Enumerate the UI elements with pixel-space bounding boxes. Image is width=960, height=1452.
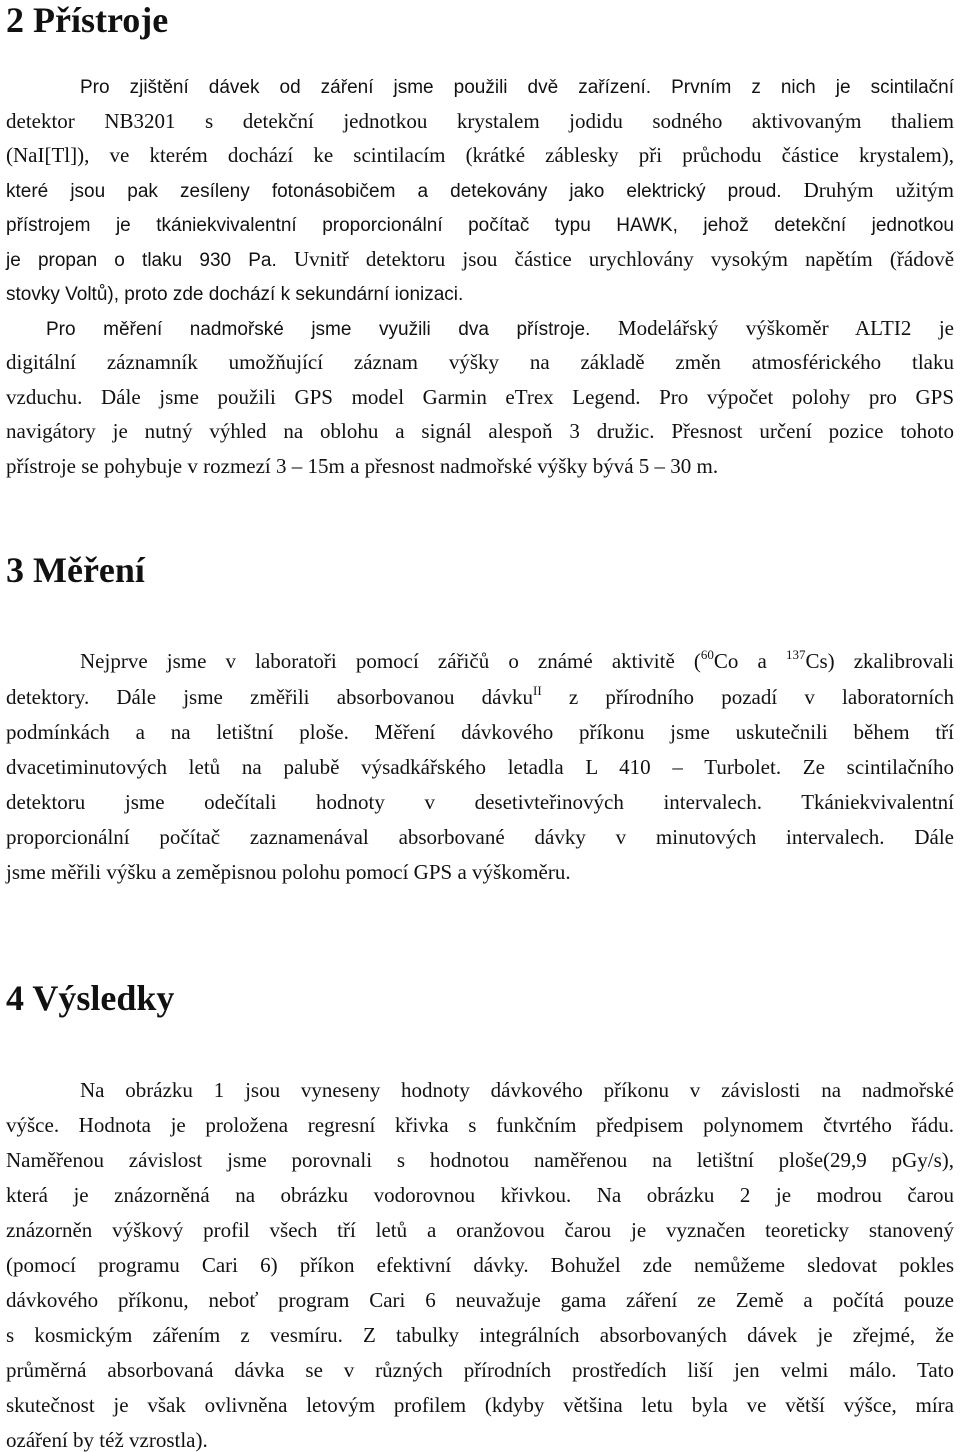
paragraph-line: znázorněn výškový profil všech tří letů a oranžovou čarou je vyznačen teoreticky stanovený	[6, 1218, 954, 1242]
paragraph-line: s kosmickým zářením z vesmíru. Z tabulky integrálních absorbovaných dávek je zřejmé, že	[6, 1323, 954, 1347]
paragraph-line: dávkového příkonu, neboť program Cari 6 neuvažuje gama záření ze Země a počítá pouze	[6, 1288, 954, 1312]
paragraph-line: Nejprve jsme v laboratoři pomocí zářičů o známé aktivitě ($^{60}$Co a $^{137}$Cs) zkalibrovali	[80, 647, 955, 673]
paragraph-line: ozáření by též vzrostla).	[6, 1428, 208, 1452]
paragraph-line: detektor NB3201 s detekční jednotkou krystalem jodidu sodného aktivovaným thaliem	[6, 109, 954, 133]
paragraph-line: detektoru jsme odečítali hodnoty v desetivteřinových intervalech. Tkániekvivalentní	[6, 790, 954, 814]
paragraph-line: průměrná absorbovaná dávka se v různých přírodních prostředích liší jen velmi málo. Tato	[6, 1358, 954, 1382]
paragraph-line: stovky Voltů), proto zde dochází k sekundární ionizaci.	[6, 284, 464, 305]
paragraph-line: proporcionální počítač zaznamenával absorbované dávky v minutových intervalech. Dále	[6, 825, 954, 849]
section-heading-2: 2 Přístroje	[6, 0, 169, 40]
paragraph-line: dvacetiminutových letů na palubě výsadkářského letadla L 410 – Turbolet. Ze scintilačního	[6, 755, 954, 779]
section-heading-4: 4 Výsledky	[6, 978, 175, 1018]
paragraph-line: jsme měřili výšku a zeměpisnou polohu pomocí GPS a výškoměru.	[6, 860, 571, 884]
paragraph-line: výšce. Hodnota je proložena regresní křivka s funkčním předpisem polynomem čtvrtého řádu.	[6, 1113, 954, 1137]
paragraph-line: digitální záznamník umožňující záznam výšky na základě změn atmosférického tlaku	[6, 350, 954, 374]
paragraph-line: je propan o tlaku 930 Pa. Uvnitř detektoru jsou částice urychlovány vysokým napětím (řádově	[6, 247, 955, 271]
paragraph-line: která je znázorněná na obrázku vodorovnou křivkou. Na obrázku 2 je modrou čarou	[6, 1183, 954, 1207]
paragraph-line: Pro měření nadmořské jsme využili dva přístroje. Modelářský výškoměr ALTI2 je	[46, 316, 955, 340]
paragraph-line: (pomocí programu Cari 6) příkon efektivní dávky. Bohužel zde nemůžeme sledovat pokles	[6, 1253, 954, 1277]
paragraph-line: vzduchu. Dále jsme použili GPS model Garmin eTrex Legend. Pro výpočet polohy pro GPS	[6, 385, 954, 409]
paragraph-line: které jsou pak zesíleny fotonásobičem a detekovány jako elektrický proud. Druhým užitým	[6, 178, 955, 202]
paragraph-line: navigátory je nutný výhled na oblohu a signál alespoň 3 družic. Přesnost určení pozice tohoto	[6, 419, 954, 443]
section-heading-3: 3 Měření	[6, 550, 145, 590]
paragraph-line: Naměřenou závislost jsme porovnali s hodnotou naměřenou na letištní ploše(29,9 pGy/s),	[6, 1148, 954, 1172]
paragraph-line: skutečnost je však ovlivněna letovým profilem (kdyby většina letu byla ve větší výšce, míra	[6, 1393, 954, 1417]
paragraph-line: Pro zjištění dávek od záření jsme použili dvě zařízení. Prvním z nich je scintilační	[80, 77, 954, 98]
paragraph-line: detektory. Dále jsme změřili absorbovanou dávku$^{II}$ z přírodního pozadí v laboratorních	[6, 683, 954, 709]
paragraph-line: (NaI[Tl]), ve kterém dochází ke scintilacím (krátké záblesky při průchodu částice krystalem),	[6, 143, 954, 167]
paragraph-line: podmínkách a na letištní ploše. Měření dávkového příkonu jsme uskutečnili během tří	[6, 720, 954, 744]
paragraph-line: přístroje se pohybuje v rozmezí 3 – 15m a přesnost nadmořské výšky bývá 5 – 30 m.	[6, 454, 719, 478]
paragraph-line: Na obrázku 1 jsou vyneseny hodnoty dávkového příkonu v závislosti na nadmořské	[80, 1078, 954, 1102]
paragraph-line: přístrojem je tkániekvivalentní proporcionální počítač typu HAWK, jehož detekční jednotkou	[6, 215, 954, 236]
